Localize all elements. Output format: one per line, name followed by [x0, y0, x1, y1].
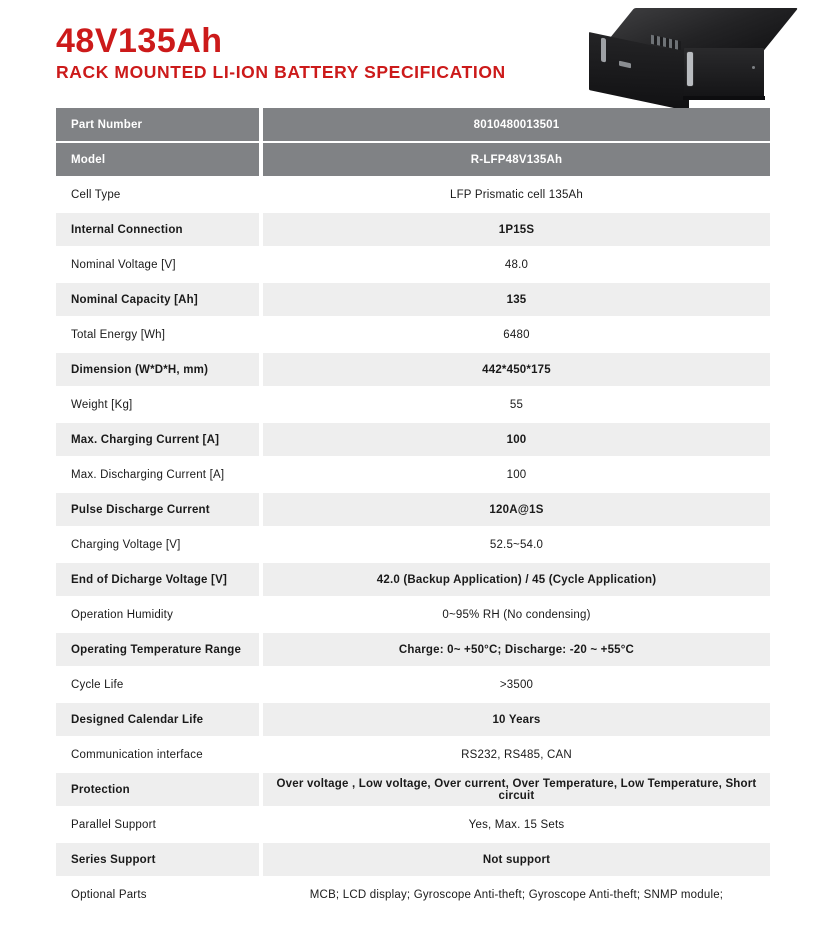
spec-value: 8010480013501	[263, 108, 770, 143]
table-row	[56, 738, 770, 773]
spec-label: Operating Temperature Range	[56, 633, 259, 668]
spec-value: >3500	[263, 668, 770, 703]
table-row	[56, 353, 770, 388]
table-row	[56, 773, 770, 808]
spec-label: Protection	[56, 773, 259, 808]
spec-value: RS232, RS485, CAN	[263, 738, 770, 773]
spec-label: End of Dicharge Voltage [V]	[56, 563, 259, 598]
table-row	[56, 143, 770, 178]
table-row	[56, 878, 770, 913]
table-row	[56, 528, 770, 563]
battery-screw-icon	[752, 66, 755, 69]
spec-label: Communication interface	[56, 738, 259, 773]
spec-value: 100	[263, 458, 770, 493]
table-row	[56, 668, 770, 703]
table-row	[56, 598, 770, 633]
table-row	[56, 283, 770, 318]
spec-label: Nominal Capacity [Ah]	[56, 283, 259, 318]
table-row	[56, 493, 770, 528]
spec-label: Internal Connection	[56, 213, 259, 248]
spec-value: 48.0	[263, 248, 770, 283]
specification-table-body	[56, 108, 770, 913]
spec-value: 1P15S	[263, 213, 770, 248]
spec-value: 135	[263, 283, 770, 318]
table-row	[56, 178, 770, 213]
specification-table	[56, 108, 770, 913]
spec-label: Total Energy [Wh]	[56, 318, 259, 353]
spec-label: Dimension (W*D*H, mm)	[56, 353, 259, 388]
spec-label: Model	[56, 143, 259, 178]
rack-mounted-battery-photo	[565, 2, 805, 100]
spec-label: Max. Discharging Current [A]	[56, 458, 259, 493]
spec-value: 0~95% RH (No condensing)	[263, 598, 770, 633]
spec-value: Charge: 0~ +50°C; Discharge: -20 ~ +55°C	[263, 633, 770, 668]
table-row	[56, 843, 770, 878]
table-row	[56, 808, 770, 843]
spec-label: Series Support	[56, 843, 259, 878]
spec-label: Part Number	[56, 108, 259, 143]
spec-value: 10 Years	[263, 703, 770, 738]
battery-handle-icon	[687, 52, 693, 86]
title-block	[56, 22, 506, 82]
spec-label: Cell Type	[56, 178, 259, 213]
spec-label: Operation Humidity	[56, 598, 259, 633]
table-row	[56, 423, 770, 458]
page-title: 48V135Ah	[56, 22, 223, 60]
table-row	[56, 108, 770, 143]
spec-value: LFP Prismatic cell 135Ah	[263, 178, 770, 213]
spec-label: Optional Parts	[56, 878, 259, 913]
spec-value: Not support	[263, 843, 770, 878]
spec-label: Charging Voltage [V]	[56, 528, 259, 563]
spec-value: R-LFP48V135Ah	[263, 143, 770, 178]
spec-value: 442*450*175	[263, 353, 770, 388]
spec-value: MCB; LCD display; Gyroscope Anti-theft; Gyroscope Anti-theft; SNMP module;	[263, 878, 770, 913]
spec-value: Yes, Max. 15 Sets	[263, 808, 770, 843]
spec-value: 100	[263, 423, 770, 458]
spec-value: 120A@1S	[263, 493, 770, 528]
spec-value: 55	[263, 388, 770, 423]
spec-label: Max. Charging Current [A]	[56, 423, 259, 458]
table-row	[56, 318, 770, 353]
table-row	[56, 633, 770, 668]
table-row	[56, 248, 770, 283]
spec-label: Parallel Support	[56, 808, 259, 843]
spec-label: Pulse Discharge Current	[56, 493, 259, 528]
spec-value: 52.5~54.0	[263, 528, 770, 563]
battery-side-handle-icon	[601, 37, 606, 62]
spec-label: Cycle Life	[56, 668, 259, 703]
table-row	[56, 703, 770, 738]
table-row	[56, 388, 770, 423]
spec-label: Designed Calendar Life	[56, 703, 259, 738]
table-row	[56, 563, 770, 598]
table-row	[56, 458, 770, 493]
spec-value: 6480	[263, 318, 770, 353]
spec-label: Weight [Kg]	[56, 388, 259, 423]
battery-base-edge	[683, 96, 765, 100]
battery-front-face	[684, 48, 764, 98]
spec-value: 42.0 (Backup Application) / 45 (Cycle Application)	[263, 563, 770, 598]
table-row	[56, 213, 770, 248]
spec-value: Over voltage , Low voltage, Over current, Over Temperature, Low Temperature, Short circuit	[263, 773, 770, 808]
page-header	[0, 0, 815, 100]
battery-illustration	[579, 8, 791, 96]
spec-label: Nominal Voltage [V]	[56, 248, 259, 283]
page-subtitle: RACK MOUNTED LI-ION BATTERY SPECIFICATION	[56, 62, 506, 82]
